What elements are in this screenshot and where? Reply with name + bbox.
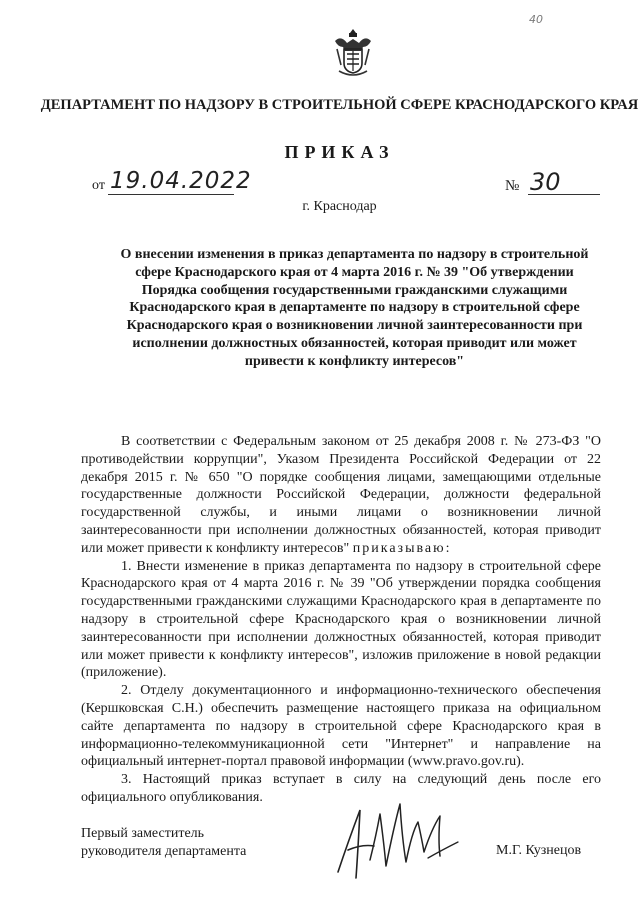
department-name: ДЕПАРТАМЕНТ ПО НАДЗОРУ В СТРОИТЕЛЬНОЙ СФЕРЕ КРАСНОДАРСКОГО КРАЯ [40, 97, 639, 113]
preamble-paragraph [81, 433, 601, 558]
coat-of-arms-icon [331, 27, 375, 79]
item-2: 2. Отделу документационного и информационно-технического обеспечения (Кершковская С.Н.) обеспечить размещение настоящего приказа на официальном сайте департамента по надзору в строительной сфере Краснодарского края в информационно-телекоммуникационной сети "Интернет" и направление на официальный интернет-портал правовой информации (www.pravo.gov.ru). [81, 683, 601, 770]
item-1: 1. Внести изменение в приказ департамента по надзору в строительной сфере Краснодарского края от 4 марта 2016 г. № 39 "Об утверждении порядка сообщения государственными гражданскими служащими Краснодарского края в департаменте по надзору в строительной сфере Краснодарского края о возникновении личной заинтересованности при исполнении должностных обязанностей, которая приводит или может привести к конфликту интересов", изложив приложение в новой редакции (приложение). [81, 558, 601, 681]
position-line-2: руководителя департамента [81, 844, 247, 859]
date-prefix: от [92, 178, 105, 193]
preamble-text: В соответствии с Федеральным законом от 25 декабря 2008 г. № 273-ФЗ "О противодействии коррупции", Указом Президента Российской Федерации от 22 декабря 2015 г. № 650 "О порядке сообщения лицами, замещающими отдельные государственные должности Российской Федерации, должности федеральной государственной службы, и иными лицами о возникновении личной заинтересованности при исполнении должностных обязанностей, которая приводит или может привести к конфликту интересов" [81, 434, 601, 556]
order-subject: О внесении изменения в приказ департамента по надзору в строительной сфере Краснодарского края от 4 марта 2016 г. № 39 "Об утверждении Порядка сообщения государственными гражданскими служащими Краснодарского края в департаменте по надзору в строительной сфере Краснодарского края о возникновении личной заинтересованности при исполнении должностных обязанностей, которая приводит или может привести к конфликту интересов" [120, 247, 589, 369]
page-number: 40 [529, 13, 543, 26]
city: г. Краснодар [302, 199, 377, 214]
order-body [81, 433, 601, 807]
document-type: ПРИКАЗ [284, 142, 395, 162]
handwritten-signature-icon [330, 790, 480, 890]
order-number: 30 [530, 168, 561, 196]
position-line-1: Первый заместитель [81, 826, 205, 841]
item-3: 3. Настоящий приказ вступает в силу на следующий день после его официального опубликования. [81, 772, 601, 805]
number-underline [528, 194, 600, 195]
order-date: 19.04.2022 [110, 168, 252, 194]
date-underline [108, 194, 234, 195]
order-word: приказываю: [352, 540, 452, 556]
number-label: № [505, 178, 520, 194]
signatory-name: М.Г. Кузнецов [496, 843, 582, 858]
signatory-position [81, 825, 246, 861]
